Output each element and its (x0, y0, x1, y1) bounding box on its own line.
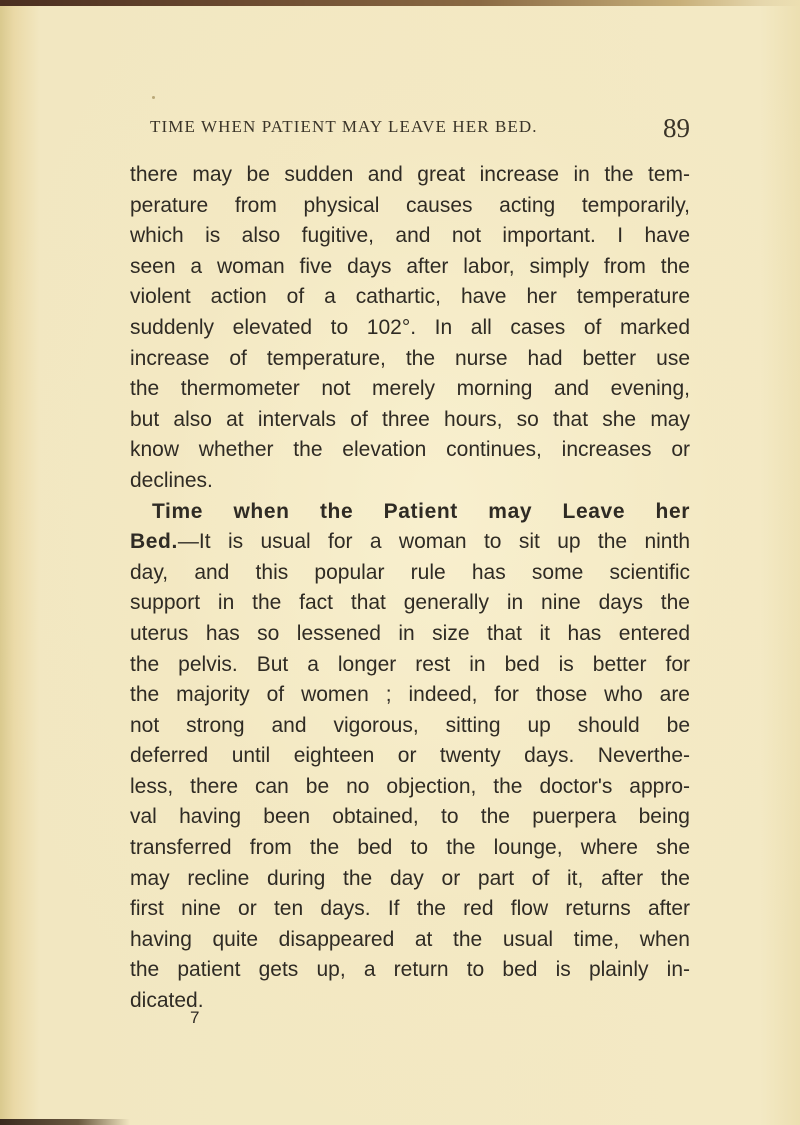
text-line: first nine or ten days. If the red flow returns after (130, 897, 690, 921)
text-line: val having been obtained, to the puerpera being (130, 805, 690, 829)
text-line: the thermometer not merely morning and evening, (130, 377, 690, 401)
page-bottom-edge (0, 1119, 130, 1125)
text-line: perature from physical causes acting temporarily, (130, 193, 690, 217)
text-line: increase of temperature, the nurse had better use (130, 346, 690, 370)
text-line: but also at intervals of three hours, so that she may (130, 407, 690, 431)
text-line: having quite disappeared at the usual time, when (130, 927, 690, 951)
text-line: may recline during the day or part of it, after the (130, 866, 690, 890)
text-line: violent action of a cathartic, have her temperature (130, 285, 690, 309)
text-line: dicated. (130, 989, 204, 1013)
text-line: deferred until eighteen or twenty days. Neverthe- (130, 744, 690, 768)
signature-mark: 7 (190, 1008, 200, 1027)
body-text (130, 160, 690, 1017)
text-line: the pelvis. But a longer rest in bed is better for (130, 652, 690, 676)
text-line: know whether the elevation continues, increases or (130, 438, 690, 462)
text-line: there may be sudden and great increase in the tem- (130, 163, 690, 186)
text-line: suddenly elevated to 102°. In all cases of marked (130, 315, 690, 339)
section-heading-end: Bed. (130, 530, 178, 554)
text-run: —It is usual for a woman to sit up the ninth (177, 530, 690, 554)
running-head-title: TIME WHEN PATIENT MAY LEAVE HER BED. (150, 117, 538, 136)
text-line: not strong and vigorous, sitting up should be (130, 713, 690, 737)
running-head (150, 113, 690, 143)
text-line: uterus has so lessened in size that it has entered (130, 621, 690, 645)
text-line (130, 527, 690, 558)
text-line: declines. (130, 468, 213, 492)
text-line: day, and this popular rule has some scientific (130, 560, 690, 584)
text-line: transferred from the bed to the lounge, where she (130, 836, 690, 860)
paper-speck (152, 96, 155, 99)
text-line: support in the fact that generally in nine days the (130, 591, 690, 615)
text-line: seen a woman five days after labor, simply from the (130, 254, 690, 278)
page-number: 89 (663, 113, 690, 143)
text-line: less, there can be no objection, the doctor's appro- (130, 774, 690, 798)
section-heading: Time when the Patient may Leave her (152, 499, 690, 523)
text-line: which is also fugitive, and not important. I have (130, 224, 690, 248)
text-line: the majority of women ; indeed, for those who are (130, 683, 690, 707)
text-line: the patient gets up, a return to bed is plainly in- (130, 958, 690, 982)
page-top-edge (0, 0, 800, 6)
